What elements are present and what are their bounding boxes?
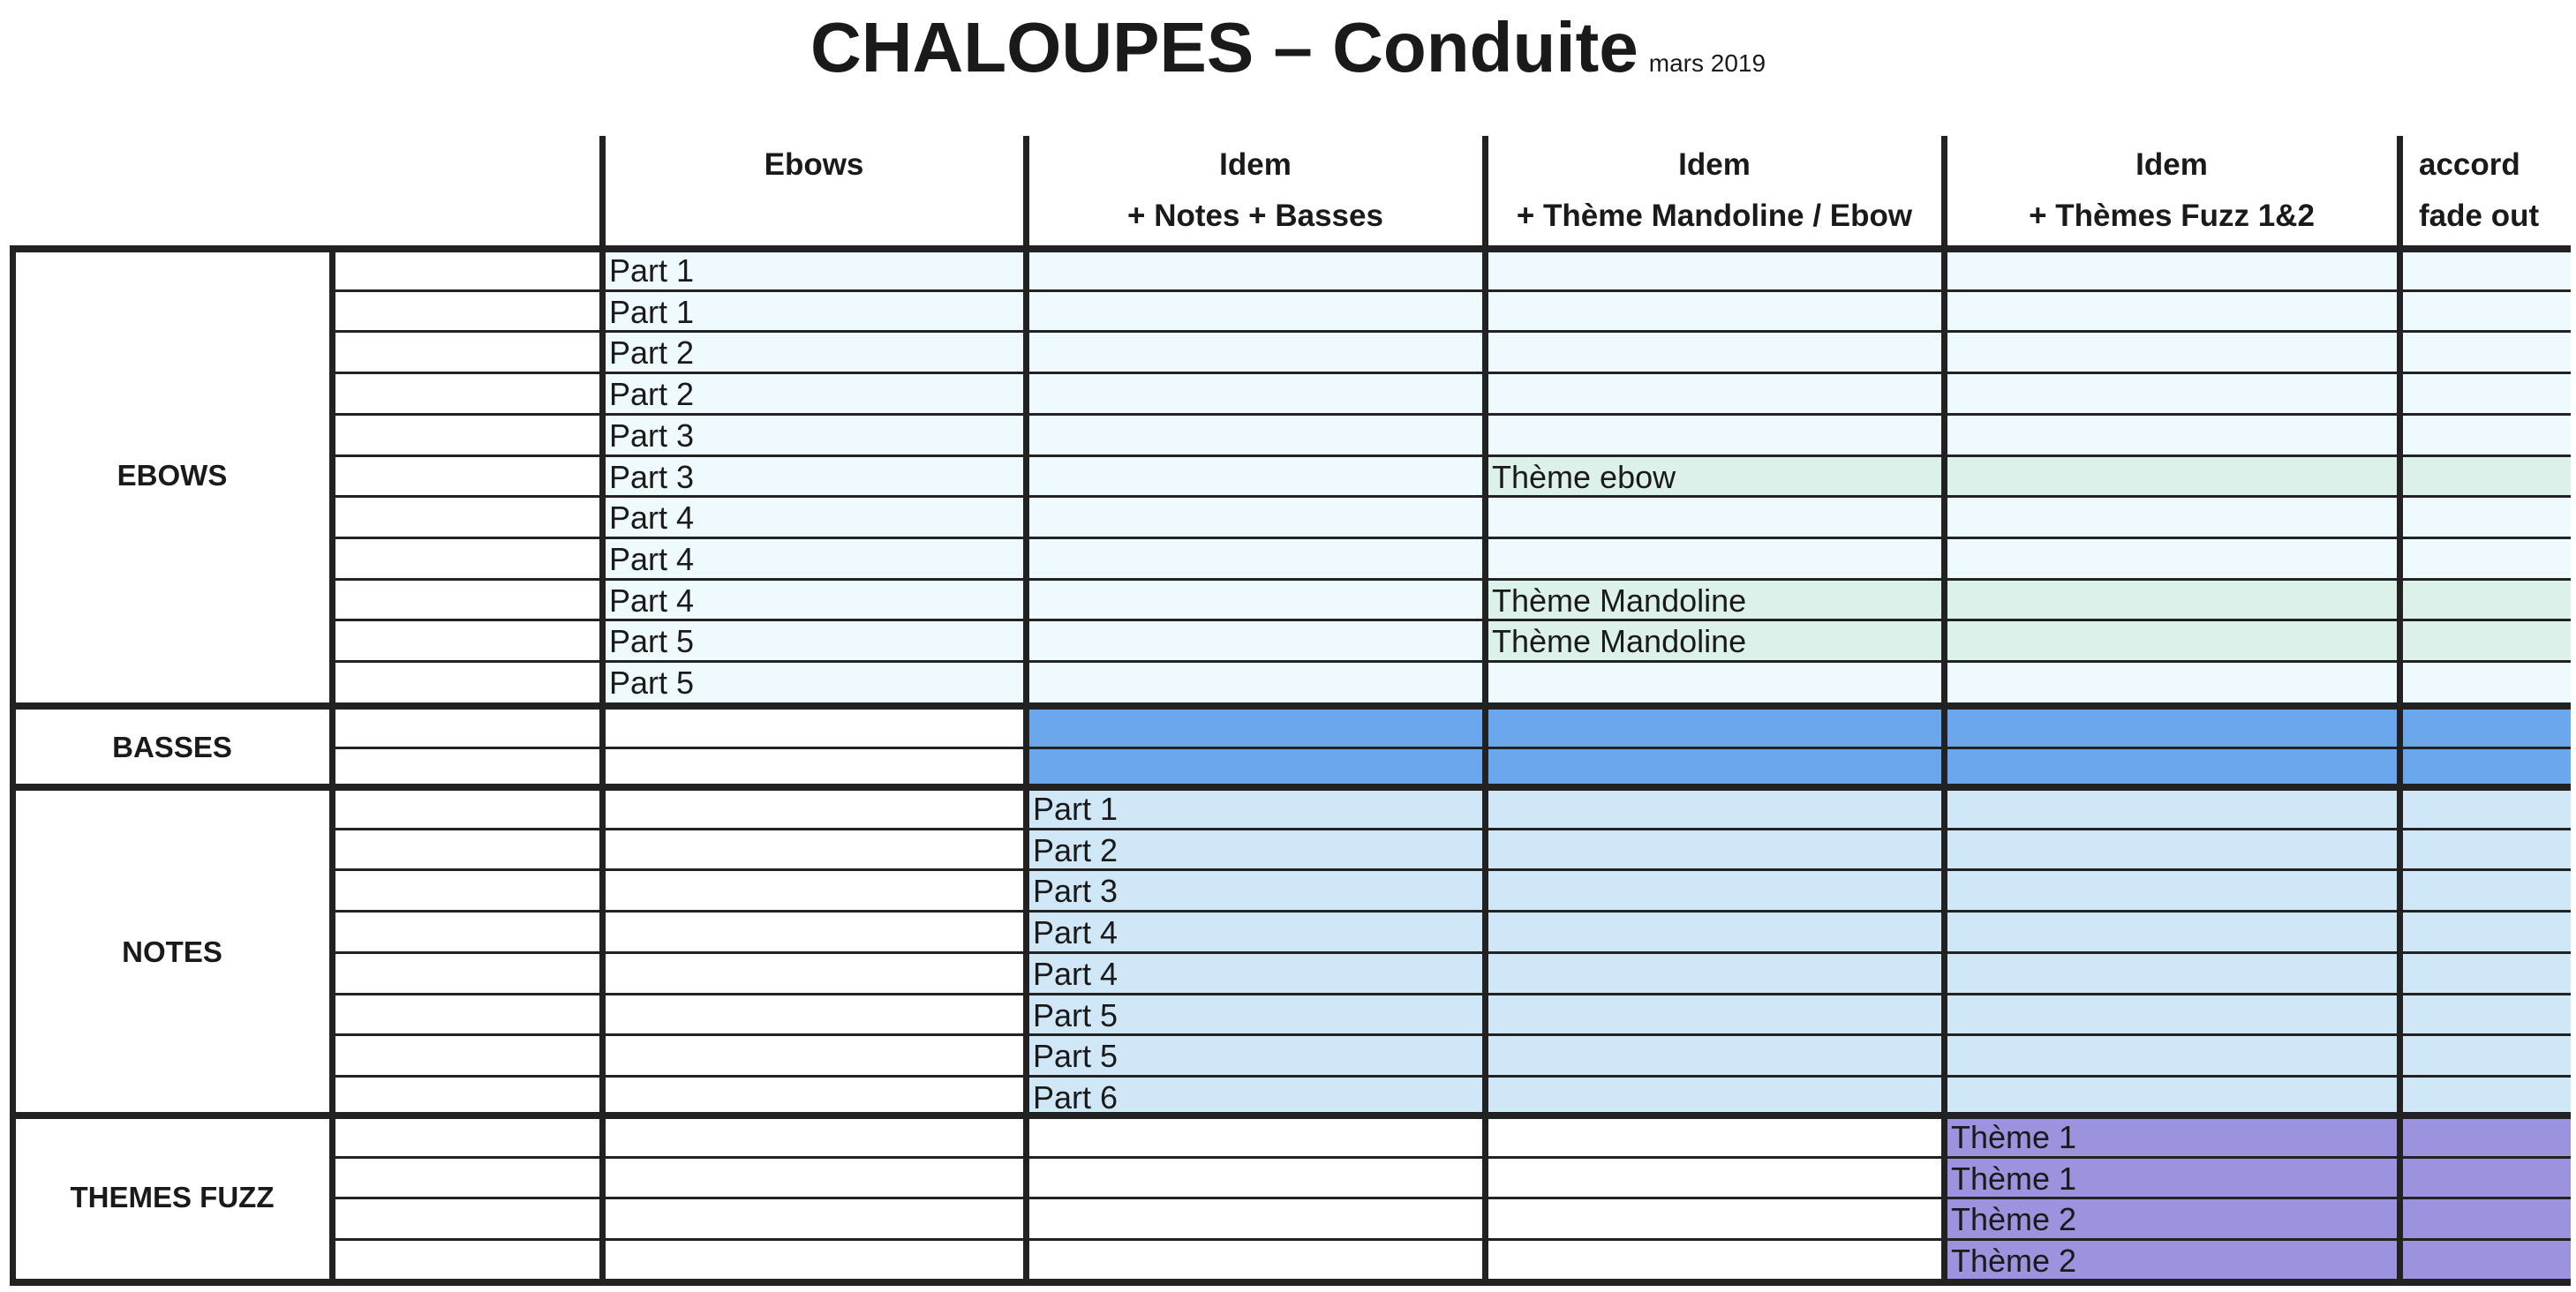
- table-cell: Part 2: [609, 334, 695, 372]
- table-cell: Part 5: [1033, 996, 1119, 1033]
- table-cell: Thème ebow: [1492, 458, 1676, 495]
- column-header: [1485, 139, 1944, 242]
- table-cell: Part 1: [609, 252, 695, 289]
- column-header: [2399, 139, 2571, 242]
- table-cell: Part 3: [609, 417, 695, 454]
- table-cell: Part 5: [609, 665, 695, 701]
- column-header-line: + Thème Mandoline / Ebow: [1516, 199, 1913, 233]
- table-cell: Part 4: [1033, 955, 1119, 992]
- table-cell: Part 5: [609, 623, 695, 660]
- table-cell: Thème Mandoline: [1492, 582, 1747, 619]
- column-header-line: fade out: [2419, 199, 2540, 233]
- table-cell: Part 4: [1033, 914, 1119, 951]
- table-cell: Part 3: [609, 458, 695, 495]
- table-cell: Part 5: [1033, 1038, 1119, 1075]
- section-label: NOTES: [122, 935, 222, 968]
- table-cell: Part 2: [609, 376, 695, 413]
- section-label: THEMES FUZZ: [70, 1181, 275, 1213]
- table-cell: Part 4: [609, 500, 695, 537]
- section-label: BASSES: [112, 731, 232, 763]
- table-cell: Thème Mandoline: [1492, 623, 1747, 660]
- document-date: mars 2019: [1648, 49, 1766, 77]
- column-header-line: Idem: [1219, 147, 1292, 182]
- column-header-line: Idem: [2135, 147, 2208, 182]
- table-cell: Thème 2: [1951, 1243, 2077, 1280]
- table-cell: Part 4: [609, 540, 695, 577]
- document-title: CHALOUPES – Conduite: [810, 8, 1638, 86]
- table-cell: Thème 1: [1951, 1119, 2077, 1155]
- column-header: [1026, 139, 1485, 242]
- table-cell: Part 1: [1033, 791, 1119, 827]
- column-header: [602, 139, 1026, 191]
- column-header-line: accord: [2419, 147, 2520, 182]
- table-cell: Part 4: [609, 582, 695, 619]
- column-header-line: Ebows: [764, 147, 864, 182]
- table-cell: Part 3: [1033, 873, 1119, 910]
- table-cell: Part 1: [609, 293, 695, 330]
- section-label: EBOWS: [117, 459, 228, 492]
- table-cell: Part 2: [1033, 831, 1119, 868]
- table-cell: Part 6: [1033, 1078, 1119, 1115]
- table-cell: Thème 1: [1951, 1160, 2077, 1197]
- column-header-line: + Thèmes Fuzz 1&2: [2029, 199, 2315, 233]
- table-cell: Thème 2: [1951, 1201, 2077, 1238]
- column-header-line: + Notes + Basses: [1127, 199, 1383, 233]
- column-header: [1944, 139, 2399, 242]
- column-header-line: Idem: [1678, 147, 1751, 182]
